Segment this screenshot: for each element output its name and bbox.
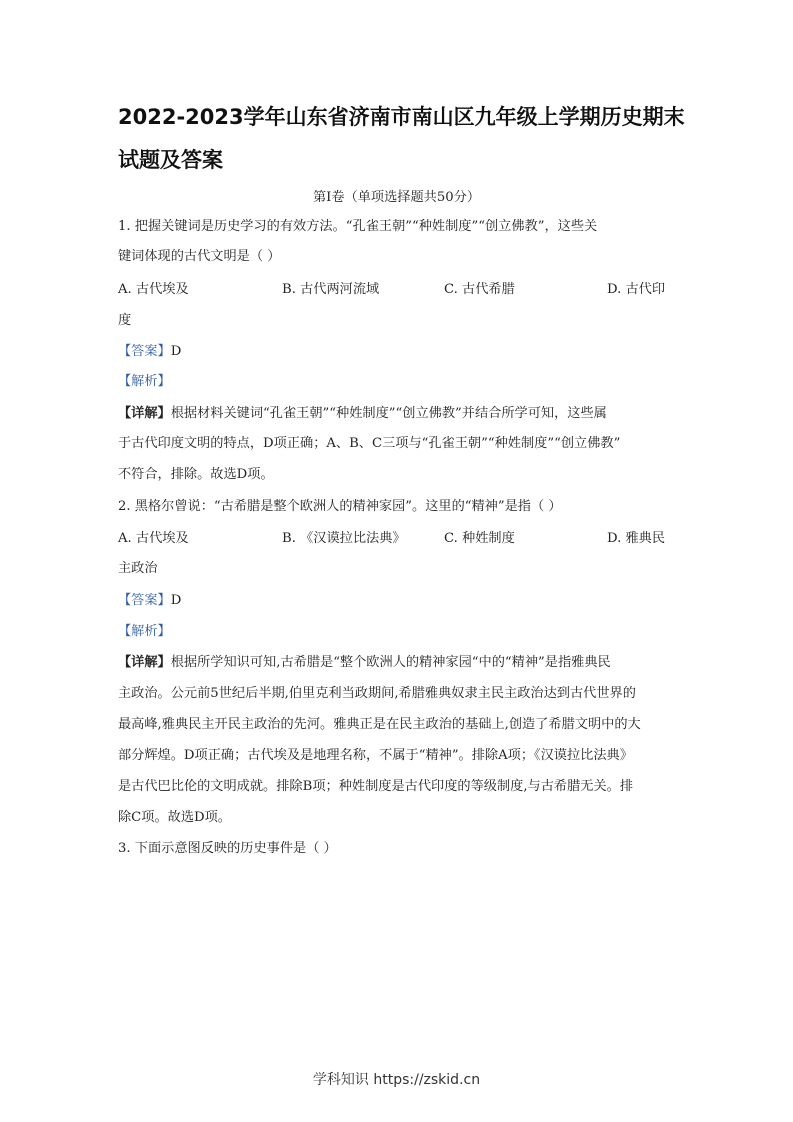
q2-detail-line-6: 除C项。故选D项。: [118, 810, 231, 825]
answer-value: D: [170, 593, 182, 608]
q1-detail-line-2: 于古代印度文明的特点，D项正确；A、B、C三项与“孔雀王朝”“种姓制度”“创立佛教”: [118, 436, 621, 451]
q1-detail-line-3: 不符合，排除。故选D项。: [118, 467, 274, 482]
section-header: 第Ⅰ卷（单项选择题共50分）: [312, 190, 481, 205]
analysis-tag: 【解析】: [118, 374, 171, 389]
q1-option-c: C. 古代希腊: [444, 282, 515, 297]
detail-tag: 【详解】: [118, 655, 171, 670]
q2-stem-line-1: 2. 黑格尔曾说：“古希腊是整个欧洲人的精神家园”。这里的“精神”是指（ ）: [118, 499, 562, 514]
q1-stem-line-2: 键词体现的古代文明是（ ）: [118, 249, 281, 264]
document-title: [118, 96, 688, 182]
q1-option-b: B. 古代两河流域: [282, 282, 380, 297]
analysis-tag: 【解析】: [118, 624, 171, 639]
q2-detail-line-5: 是古代巴比伦的文明成就。排除B项；种姓制度是古代印度的等级制度,与古希腊无关。排: [118, 779, 634, 794]
q1-analysis: [118, 372, 678, 392]
q2-detail-line-2: 主政治。公元前5世纪后半期,伯里克利当政期间,希腊雅典奴隶主民主政治达到古代世界的: [118, 686, 636, 701]
q1-option-d-wrap: 度: [118, 313, 132, 328]
answer-tag: 【答案】: [118, 344, 171, 359]
q2-analysis: [118, 622, 678, 642]
q2-option-b: B. 《汉谟拉比法典》: [282, 531, 406, 546]
q2-detail-line-1: [118, 653, 678, 673]
footer-watermark[interactable]: 学科知识 https://zskid.cn: [312, 1072, 481, 1088]
q1-option-a: A. 古代埃及: [118, 282, 189, 297]
q2-detail-line-4: 部分辉煌。D项正确；古代埃及是地理名称，不属于“精神”。排除A项；《汉谟拉比法典》: [118, 748, 633, 763]
q1-detail-line-1: [118, 404, 678, 424]
q2-option-c: C. 种姓制度: [444, 531, 515, 546]
q1-option-d: D. 古代印: [607, 282, 666, 297]
title-line-1: 2022-2023学年山东省济南市南山区九年级上学期历史期末: [118, 105, 685, 129]
q2-option-a: A. 古代埃及: [118, 531, 189, 546]
detail-text: 根据材料关键词“孔雀王朝”“种姓制度”“创立佛教”并结合所学可知，这些属: [170, 406, 607, 421]
q2-detail-line-3: 最高峰,雅典民主开民主政治的先河。雅典正是在民主政治的基础上,创造了希腊文明中的大: [118, 717, 641, 732]
q2-option-d-wrap: 主政治: [118, 561, 158, 576]
q1-answer: [118, 342, 678, 362]
q1-stem-line-1: 1. 把握关键词是历史学习的有效方法。“孔雀王朝”“种姓制度”“创立佛教”，这些关: [118, 219, 598, 234]
q2-option-d: D. 雅典民: [607, 531, 666, 546]
q3-stem-line-1: 3. 下面示意图反映的历史事件是（ ）: [118, 841, 337, 856]
title-line-2: 试题及答案: [118, 148, 223, 172]
q2-answer: [118, 591, 678, 611]
detail-text: 根据所学知识可知,古希腊是“整个欧洲人的精神家园“中的“精神”是指雅典民: [170, 655, 611, 670]
detail-tag: 【详解】: [118, 406, 171, 421]
answer-value: D: [170, 344, 182, 359]
answer-tag: 【答案】: [118, 593, 171, 608]
